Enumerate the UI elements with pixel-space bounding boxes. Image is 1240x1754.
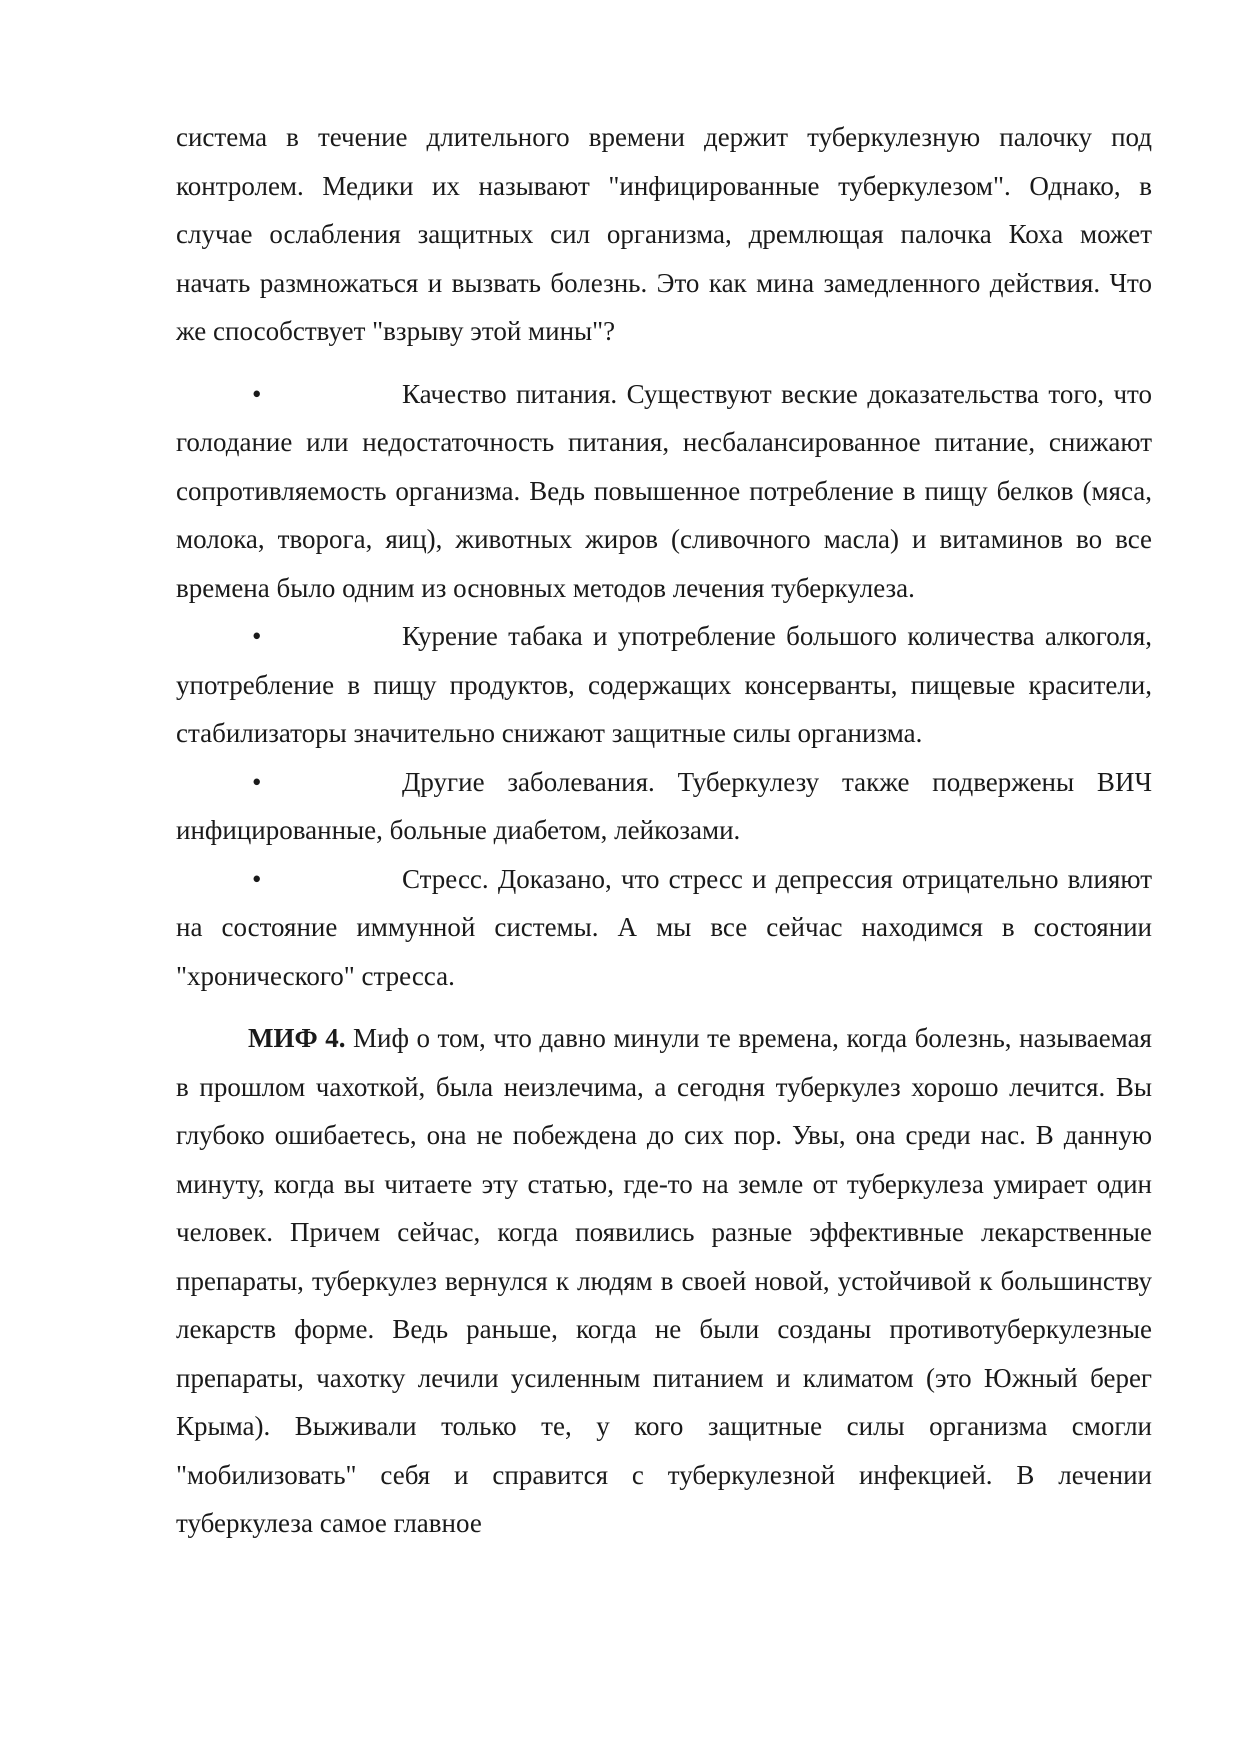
bullet-text: Другие заболевания. Туберкулезу также подвержены ВИЧ инфицированные, больные диабетом, лейкозами. (176, 766, 1152, 845)
bullet-marker: • (252, 621, 262, 651)
bullet-item-diseases (176, 758, 1152, 855)
bullet-marker: • (252, 766, 262, 797)
myth-paragraph (176, 1014, 1152, 1548)
bullet-item-smoking (176, 612, 1152, 758)
bullet-text: Качество питания. Существуют веские доказательства того, что голодание или недостаточность питания, несбалансированное питание, снижают сопротивляемость организма. Ведь повышенное потребление в пищу белков (мяса, молока, творога, яиц), животных жиров (сливочного масла) и витаминов во все времена было одним из основных методов лечения туберкулеза. (176, 378, 1152, 603)
bullet-marker: • (252, 378, 262, 409)
bullet-marker: • (252, 863, 262, 894)
document-page (176, 113, 1152, 1548)
myth-text: Миф о том, что давно минули те времена, когда болезнь, называемая в прошлом чахоткой, была неизлечима, а сегодня туберкулез хорошо лечится. Вы глубоко ошибаетесь, она не побеждена до сих пор. Увы, она среди нас. В данную минуту, когда вы читаете эту статью, где-то на земле от туберкулеза умирает один человек. Причем сейчас, когда появились разные эффективные лекарственные препараты, туберкулез вернулся к людям в своей новой, устойчивой к большинству лекарств форме. Ведь раньше, когда не были созданы противотуберкулезные препараты, чахотку лечили усиленным питанием и климатом (это Южный берег Крыма). Выживали только те, у кого защитные силы организма смогли "мобилизовать" себя и справится с туберкулезной инфекцией. В лечении туберкулеза самое главное (176, 1023, 1152, 1538)
myth-heading: МИФ 4. (248, 1023, 346, 1053)
bullet-item-stress (176, 855, 1152, 1001)
bullet-text: Курение табака и употребление большого количества алкоголя, употребление в пищу продуктов, содержащих консерванты, пищевые красители, стабилизаторы значительно снижают защитные силы организма. (176, 621, 1152, 748)
bullet-item-nutrition (176, 370, 1152, 613)
bullet-text: Стресс. Доказано, что стресс и депрессия отрицательно влияют на состояние иммунной системы. А мы все сейчас находимся в состоянии "хронического" стресса. (176, 863, 1152, 991)
intro-paragraph: система в течение длительного времени держит туберкулезную палочку под контролем. Медики их называют "инфицированные туберкулезом". Однако, в случае ослабления защитных сил организма, дремлющая палочка Коха может начать размножаться и вызвать болезнь. Это как мина замедленного действия. Что же способствует "взрыву этой мины"? (176, 122, 1152, 346)
